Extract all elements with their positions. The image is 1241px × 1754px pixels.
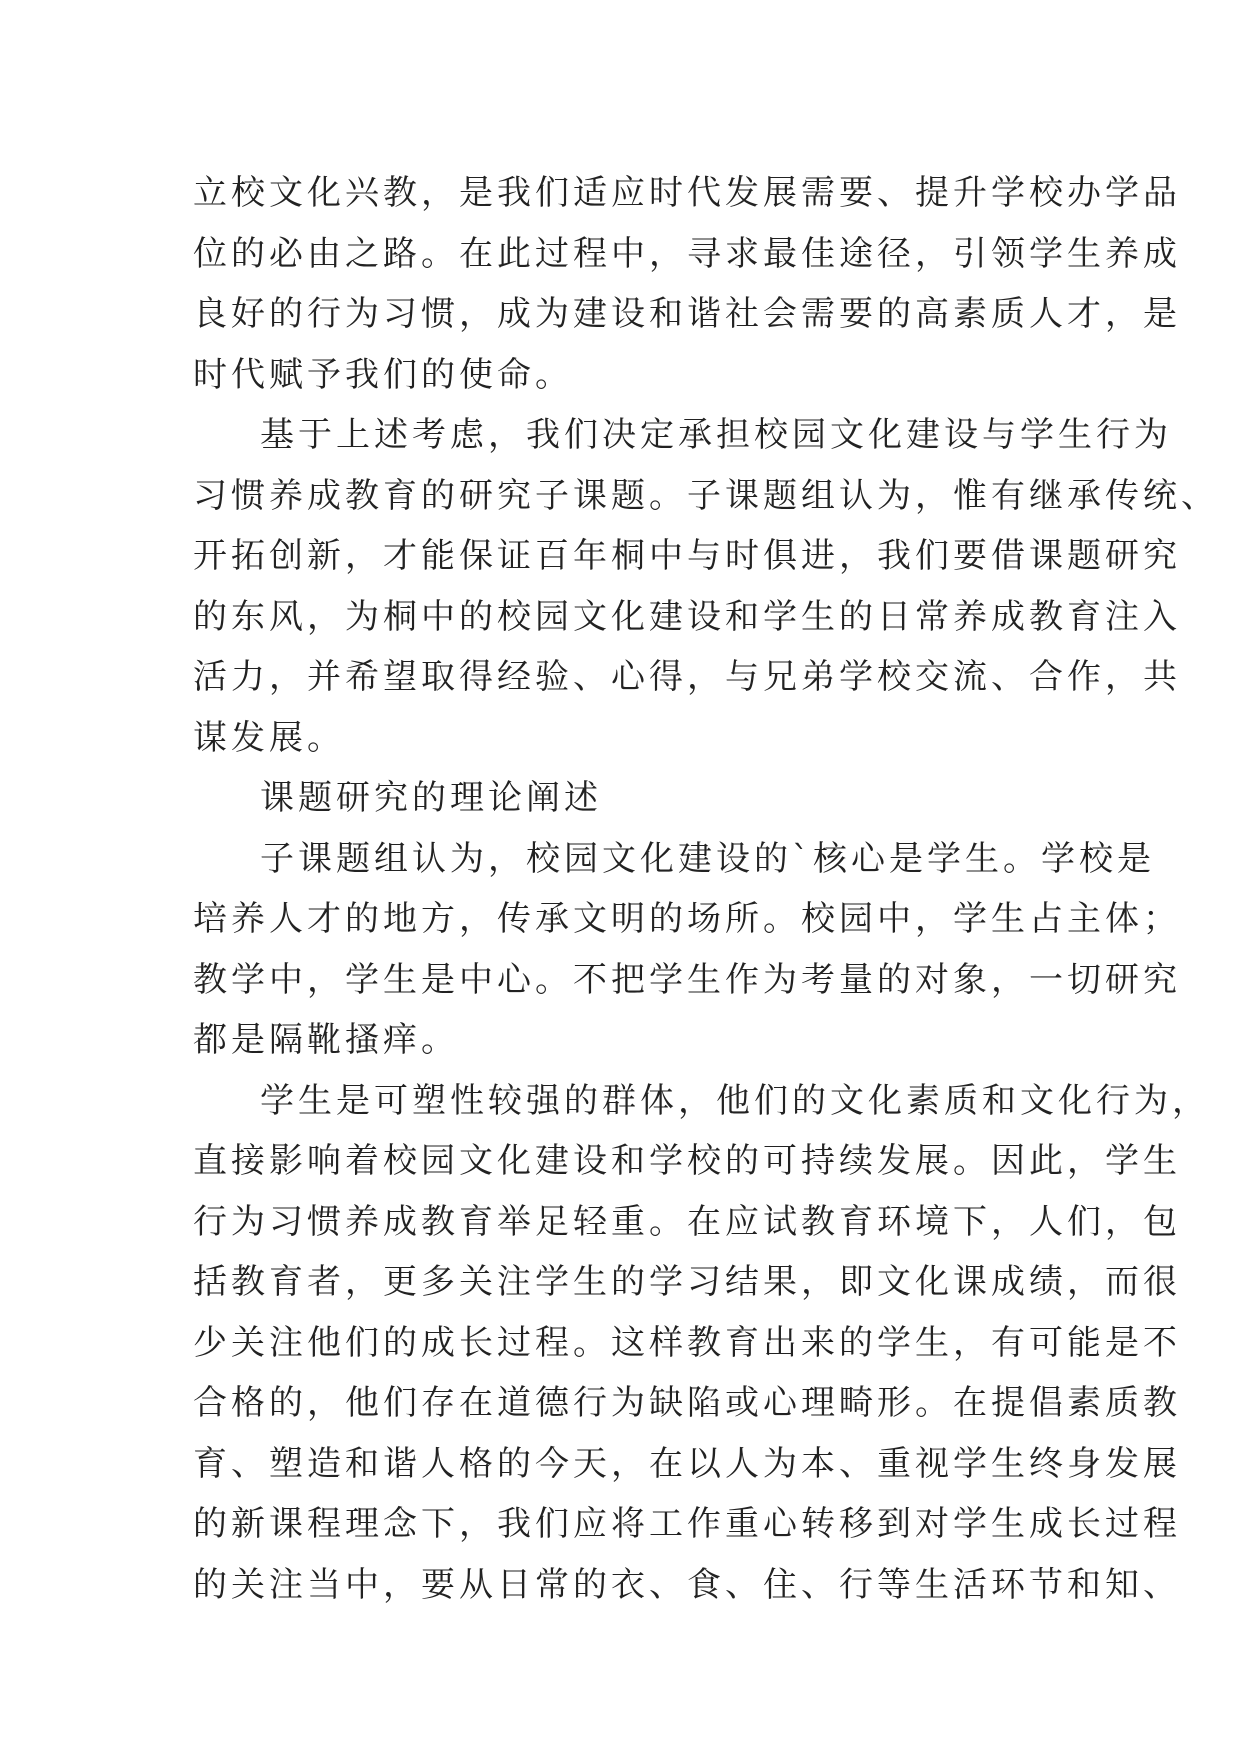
text-line: 的关注当中，要从日常的衣、食、住、行等生活环节和知、	[193, 1564, 1181, 1605]
text-line: 立校文化兴教，是我们适应时代发展需要、提升学校办学品	[193, 173, 1181, 213]
text-line: 合格的，他们存在道德行为缺陷或心理畸形。在提倡素质教	[193, 1383, 1181, 1423]
text-line: 行为习惯养成教育举足轻重。在应试教育环境下，人们，包	[193, 1201, 1181, 1242]
text-line: 的新课程理念下，我们应将工作重心转移到对学生成长过程	[193, 1504, 1181, 1544]
text-line: 培养人才的地方，传承文明的场所。校园中，学生占主体；	[193, 899, 1181, 939]
text-line: 位的必由之路。在此过程中，寻求最佳途径，引领学生养成	[193, 233, 1181, 274]
text-line: 学生是可塑性较强的群体，他们的文化素质和文化行为，	[260, 1080, 1210, 1121]
text-line: 习惯养成教育的研究子课题。子课题组认为，惟有继承传统、	[193, 475, 1219, 516]
text-line: 少关注他们的成长过程。这样教育出来的学生，有可能是不	[193, 1322, 1181, 1363]
text-line: 开拓创新，才能保证百年桐中与时俱进，我们要借课题研究	[193, 536, 1181, 576]
text-line: 活力，并希望取得经验、心得，与兄弟学校交流、合作，共	[193, 657, 1181, 697]
text-line: 时代赋予我们的使命。	[193, 354, 573, 395]
text-line: 育、塑造和谐人格的今天，在以人为本、重视学生终身发展	[193, 1443, 1181, 1484]
text-line: 都是隔靴搔痒。	[193, 1020, 459, 1060]
document-body	[193, 163, 1219, 1615]
text-line: 基于上述考虑，我们决定承担校园文化建设与学生行为	[260, 415, 1172, 455]
text-line: 良好的行为习惯，成为建设和谐社会需要的高素质人才，是	[193, 294, 1181, 334]
text-line: 的东风，为桐中的校园文化建设和学生的日常养成教育注入	[193, 596, 1181, 637]
section-heading: 课题研究的理论阐述	[260, 778, 602, 818]
text-line: 教学中，学生是中心。不把学生作为考量的对象，一切研究	[193, 959, 1181, 1000]
text-line: 谋发展。	[193, 717, 345, 758]
text-line: 直接影响着校园文化建设和学校的可持续发展。因此，学生	[193, 1141, 1181, 1181]
text-line: 子课题组认为，校园文化建设的`核心是学生。学校是	[260, 838, 1155, 879]
text-line: 括教育者，更多关注学生的学习结果，即文化课成绩，而很	[193, 1262, 1181, 1302]
